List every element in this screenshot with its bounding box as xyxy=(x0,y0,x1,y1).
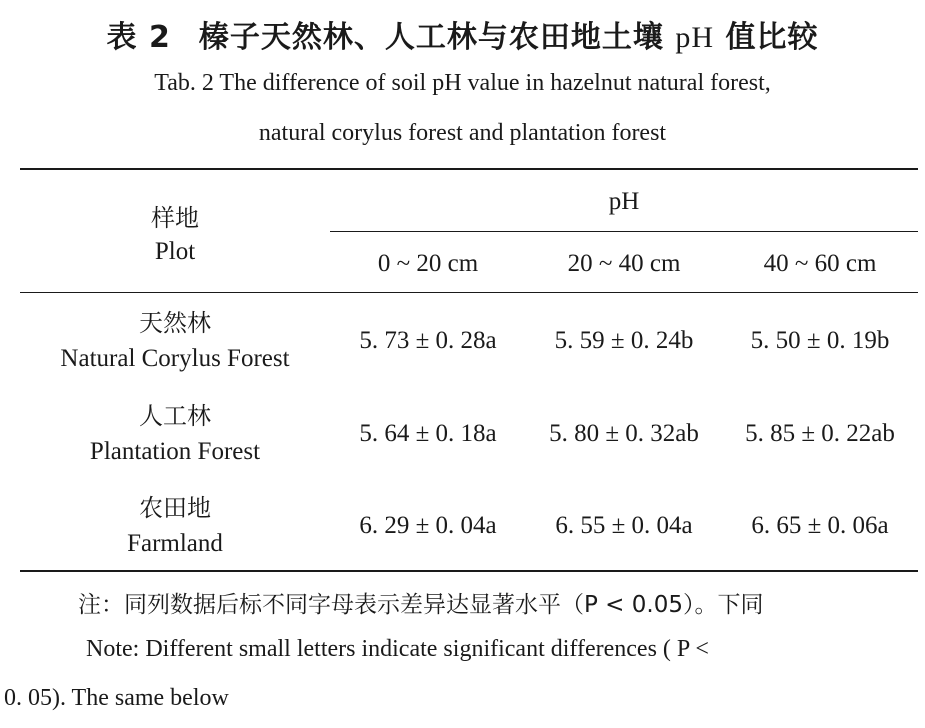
row-1-value-1: 5. 73 ± 0. 28a xyxy=(359,327,497,354)
row-3-value-1: 6. 29 ± 0. 04a xyxy=(359,512,497,539)
table-bottom-rule xyxy=(20,570,918,572)
table-title-cn xyxy=(0,12,925,56)
header-depth-2: 20 ~ 40 cm xyxy=(567,250,681,277)
table-title-ph: pH xyxy=(675,21,714,54)
header-plot-cn: 样地 xyxy=(151,204,199,232)
header-plot-en: Plot xyxy=(154,238,196,265)
table-title-en-line1: Tab. 2 The difference of soil pH value in hazelnut natural forest, xyxy=(154,70,771,96)
row-1-value-2: 5. 59 ± 0. 24b xyxy=(554,327,694,354)
header-ph: pH xyxy=(608,188,640,215)
header-sub-rule xyxy=(330,231,918,232)
row-2-value-2: 5. 80 ± 0. 32ab xyxy=(549,420,699,447)
note-cn: 注：同列数据后标不同字母表示差异达显著水平（P < 0.05）。下同 xyxy=(78,592,764,618)
row-3-name-cn: 农田地 xyxy=(139,494,211,522)
table-title-en-line2: natural corylus forest and plantation forest xyxy=(258,120,667,146)
row-3-value-2: 6. 55 ± 0. 04a xyxy=(555,512,693,539)
note-en-line1: Note: Different small letters indicate significant differences ( P < xyxy=(86,636,709,662)
row-2-name-cn: 人工林 xyxy=(139,402,211,430)
row-2-value-1: 5. 64 ± 0. 18a xyxy=(359,420,497,447)
row-2-value-3: 5. 85 ± 0. 22ab xyxy=(745,420,895,447)
row-1-name-cn: 天然林 xyxy=(139,309,211,337)
row-1-value-3: 5. 50 ± 0. 19b xyxy=(750,327,890,354)
header-depth-3: 40 ~ 60 cm xyxy=(763,250,877,277)
row-3-value-3: 6. 65 ± 0. 06a xyxy=(751,512,889,539)
header-bottom-rule xyxy=(20,292,918,293)
table-title-cn-tail: 值比较 xyxy=(725,20,819,55)
note-en-line2: 0. 05). The same below xyxy=(4,685,229,711)
header-depth-1: 0 ~ 20 cm xyxy=(377,250,479,277)
table-number: 表 2 xyxy=(106,20,171,55)
table-top-rule xyxy=(20,168,918,170)
row-3-name-en: Farmland xyxy=(127,530,223,557)
row-2-name-en: Plantation Forest xyxy=(89,438,261,465)
row-1-name-en: Natural Corylus Forest xyxy=(60,345,290,372)
table-title-cn-text: 榛子天然林、人工林与农田地土壤 xyxy=(198,20,664,55)
